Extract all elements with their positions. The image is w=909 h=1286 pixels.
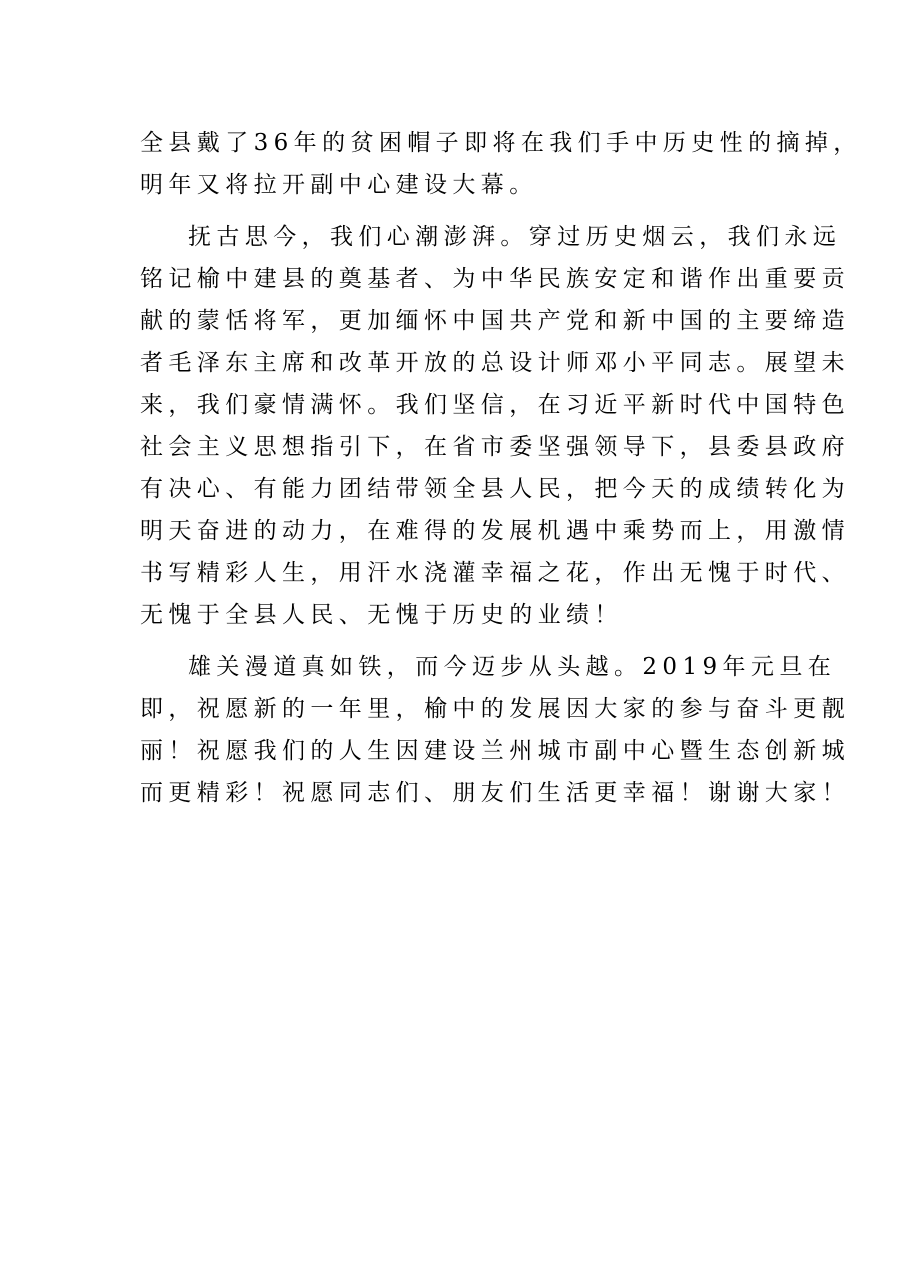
paragraph-line: 而更精彩！祝愿同志们、朋友们生活更幸福！谢谢大家！ <box>140 780 850 806</box>
paragraph-line: 全县戴了36年的贫困帽子即将在我们手中历史性的摘掉， <box>140 130 862 156</box>
paragraph-line: 无愧于全县人民、无愧于历史的业绩！ <box>140 602 623 628</box>
paragraph-line: 即，祝愿新的一年里，榆中的发展因大家的参与奋斗更靓 <box>140 696 850 722</box>
paragraph-1 <box>140 122 862 206</box>
paragraph-line: 书写精彩人生，用汗水浇灌幸福之花，作出无愧于时代、 <box>140 560 850 586</box>
paragraph-line: 铭记榆中建县的奠基者、为中华民族安定和谐作出重要贡 <box>140 266 850 292</box>
paragraph-line: 雄关漫道真如铁，而今迈步从头越。2019年元旦在 <box>188 654 837 680</box>
document-body <box>140 122 862 824</box>
paragraph-line: 献的蒙恬将军，更加缅怀中国共产党和新中国的主要缔造 <box>140 308 850 334</box>
paragraph-line: 者毛泽东主席和改革开放的总设计师邓小平同志。展望未 <box>140 350 850 376</box>
paragraph-line: 有决心、有能力团结带领全县人民，把今天的成绩转化为 <box>140 476 850 502</box>
paragraph-line: 明天奋进的动力，在难得的发展机遇中乘势而上，用激情 <box>140 518 850 544</box>
paragraph-line: 明年又将拉开副中心建设大幕。 <box>140 172 538 198</box>
paragraph-line: 丽！祝愿我们的人生因建设兰州城市副中心暨生态创新城 <box>140 738 850 764</box>
paragraph-line: 来，我们豪情满怀。我们坚信，在习近平新时代中国特色 <box>140 392 850 418</box>
paragraph-line: 社会主义思想指引下，在省市委坚强领导下，县委县政府 <box>140 434 850 460</box>
paragraph-2 <box>140 216 850 636</box>
paragraph-3 <box>140 646 850 814</box>
paragraph-line: 抚古思今，我们心潮澎湃。穿过历史烟云，我们永远 <box>188 224 842 250</box>
